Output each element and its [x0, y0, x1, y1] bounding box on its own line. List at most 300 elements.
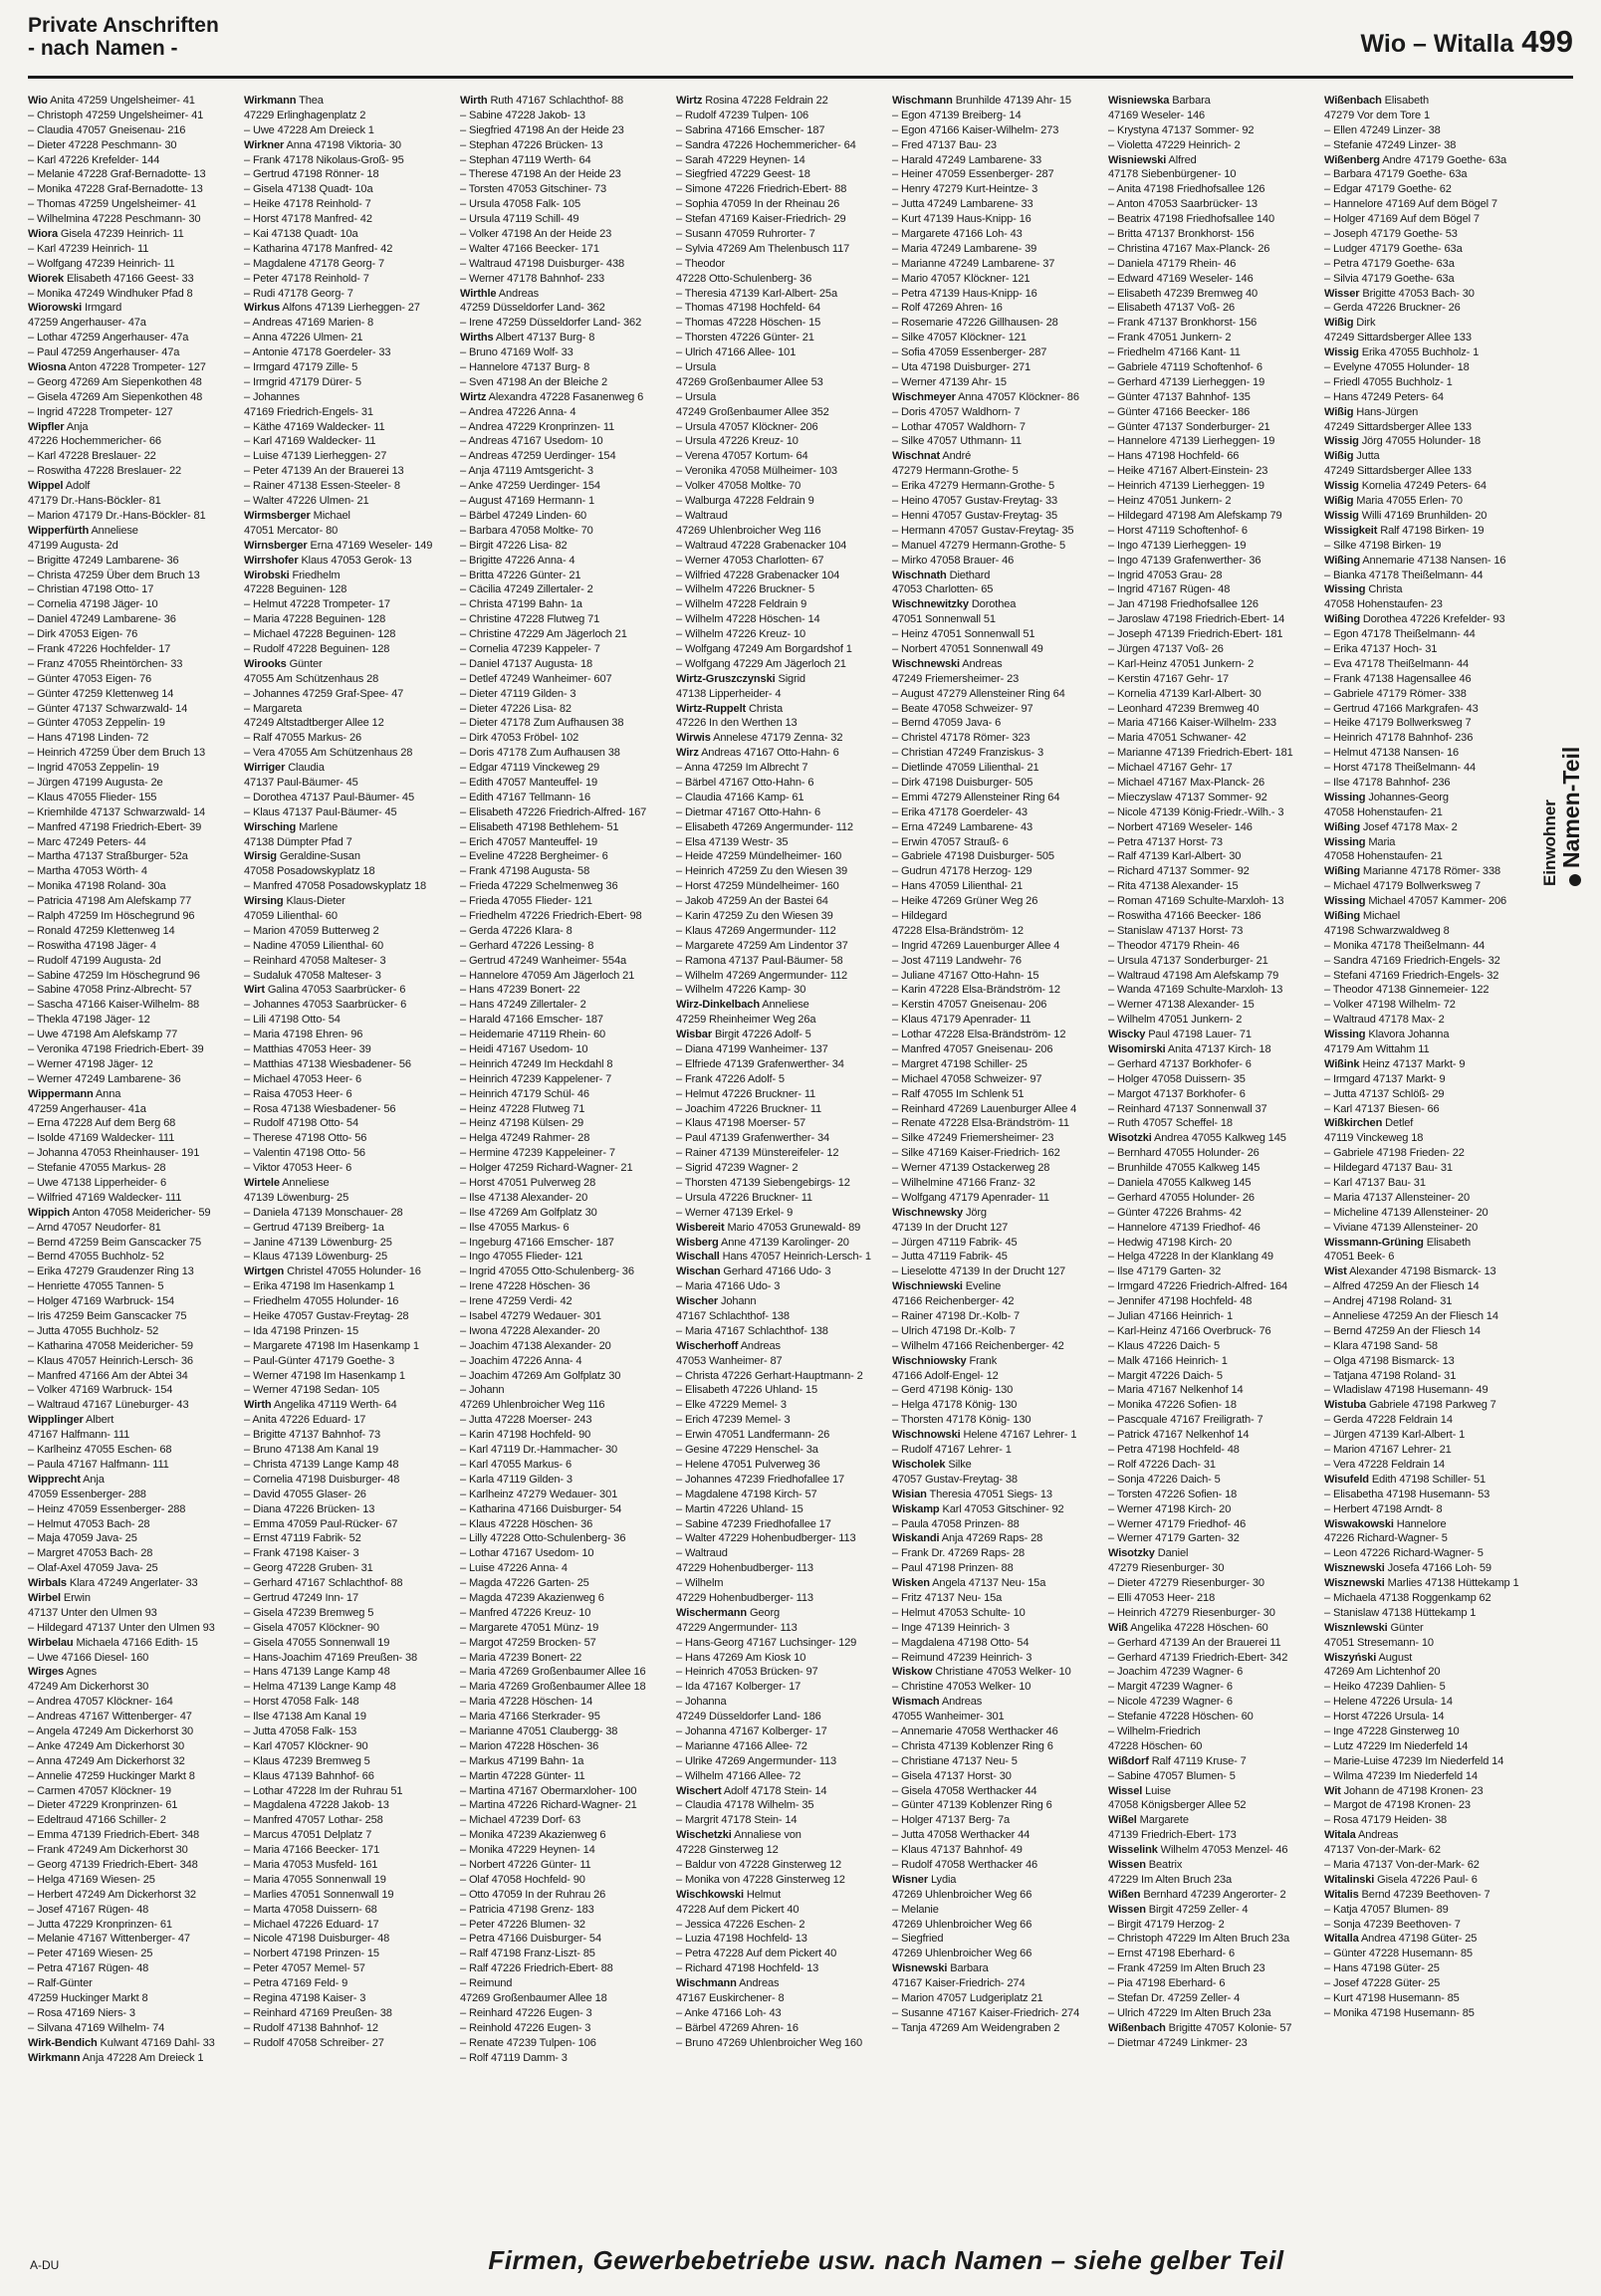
directory-entry: [892, 909, 1103, 924]
entry-details: – Paul 47198 Prinzen- 88: [892, 1562, 1014, 1575]
entry-details: – Margit 47226 Daich- 5: [1108, 1369, 1223, 1382]
directory-entry: [28, 939, 239, 954]
directory-entry: [892, 1191, 1103, 1206]
entry-details: – Silke 47057 Klöckner- 121: [892, 332, 1027, 344]
directory-entry: [892, 731, 1103, 746]
directory-entry: [244, 434, 455, 449]
directory-entry: [1324, 94, 1535, 109]
directory-entry: [28, 879, 239, 894]
entry-details: – Frank 47259 Im Alten Bruch 23: [1108, 1962, 1265, 1975]
entry-details: 47229 Erlinghagenplatz 2: [244, 109, 366, 121]
entry-details: – Hannelore 47059 Am Jägerloch 21: [460, 969, 635, 982]
directory-entry: [1108, 1116, 1319, 1131]
directory-entry: [676, 316, 887, 331]
entry-details: – Waltraud 47198 Duisburger- 438: [460, 257, 624, 270]
directory-entry: [1108, 2036, 1319, 2051]
entry-details: – Stefan 47169 Kaiser-Friedrich- 29: [676, 213, 846, 226]
directory-entry: [676, 1146, 887, 1161]
directory-entry: [1108, 642, 1319, 657]
entry-details: – Ralf 47226 Friedrich-Ebert- 88: [460, 1962, 613, 1975]
entry-details: 47229 Im Alten Bruch 23a: [1108, 1873, 1233, 1886]
directory-entry: [1108, 94, 1319, 109]
entry-surname: Wisberg: [676, 1236, 719, 1249]
entry-details: – Kerstin 47167 Gehr- 17: [1108, 672, 1229, 685]
directory-entry: [676, 1309, 887, 1324]
entry-details: – Sarah 47229 Heynen- 14: [676, 153, 805, 166]
directory-entry: [892, 494, 1103, 509]
entry-details: – Sonja 47239 Beethoven- 7: [1324, 1918, 1461, 1931]
directory-entry: [244, 1354, 455, 1369]
entry-details: – Gerda 47226 Klara- 8: [460, 924, 572, 937]
entry-surname: Wissigkeit: [1324, 524, 1378, 537]
directory-entry: [1108, 1488, 1319, 1502]
entry-details: Johann: [720, 1295, 757, 1308]
entry-details: Andrea 47055 Kalkweg 145: [1154, 1132, 1286, 1145]
directory-entry: [28, 1028, 239, 1042]
directory-entry: [892, 1576, 1103, 1591]
entry-details: – Käthe 47169 Waldecker- 11: [244, 420, 385, 433]
directory-entry: [1324, 1028, 1535, 1042]
entry-details: – Hans 47198 Linden- 72: [28, 732, 149, 745]
entry-details: – Elli 47053 Heer- 218: [1108, 1591, 1216, 1604]
directory-entry: [676, 1339, 887, 1354]
directory-entry: [676, 805, 887, 820]
directory-entry: [1324, 1918, 1535, 1933]
directory-entry: [892, 1443, 1103, 1458]
directory-entry: [892, 954, 1103, 969]
directory-entry: [1324, 1636, 1535, 1651]
entry-details: – Marion 47179 Dr.-Hans-Böckler- 81: [28, 509, 206, 522]
directory-entry: [676, 1176, 887, 1191]
entry-details: – Leonhard 47239 Bremweg 40: [1108, 702, 1259, 715]
directory-entry: [460, 1651, 671, 1666]
directory-entry: [28, 1324, 239, 1339]
directory-entry: [1324, 479, 1535, 494]
entry-details: 47055 Am Schützenhaus 28: [244, 672, 379, 685]
entry-surname: Wissig: [1324, 346, 1359, 359]
directory-entry: [460, 1028, 671, 1042]
directory-entry: [244, 375, 455, 390]
directory-entry: [676, 1324, 887, 1339]
entry-surname: Wißig: [1324, 317, 1354, 330]
entry-details: – Olga 47198 Bismarck- 13: [1324, 1354, 1455, 1367]
directory-entry: [892, 272, 1103, 287]
entry-details: – Edith 47167 Tellmann- 16: [460, 791, 590, 804]
directory-entry: [676, 1236, 887, 1251]
entry-details: – Tatjana 47198 Roland- 31: [1324, 1369, 1457, 1382]
directory-entry: [892, 257, 1103, 272]
directory-entry: [676, 1561, 887, 1576]
directory-entry: [244, 1236, 455, 1251]
directory-entry: [460, 954, 671, 969]
entry-details: – Sandra 47226 Hochemmericher- 64: [676, 138, 856, 151]
entry-details: 47249 Sittardsberger Allee 133: [1324, 465, 1472, 478]
entry-details: 47051 Sonnenwall 51: [892, 613, 996, 626]
entry-surname: Wirz: [676, 747, 699, 760]
directory-entry: [892, 1324, 1103, 1339]
directory-entry: [28, 539, 239, 554]
directory-entry: [460, 791, 671, 805]
directory-entry: [460, 539, 671, 554]
directory-entry: [460, 1146, 671, 1161]
directory-entry: [892, 1769, 1103, 1784]
directory-entry: [892, 1398, 1103, 1413]
entry-details: – Frank Dr. 47269 Raps- 28: [892, 1547, 1025, 1560]
directory-entry: [28, 1918, 239, 1933]
directory-entry: [676, 1443, 887, 1458]
directory-entry: [460, 1339, 671, 1354]
entry-details: – Susann 47059 Ruhrorter- 7: [676, 228, 815, 241]
entry-details: 47166 Adolf-Engel- 12: [892, 1369, 999, 1382]
entry-details: – Christine 47228 Flutweg 71: [460, 613, 600, 626]
entry-details: 47229 Angermunder- 113: [676, 1621, 798, 1634]
directory-entry: [244, 1576, 455, 1591]
entry-details: 47179 Am Wittahm 11: [1324, 1043, 1430, 1055]
entry-details: – Heinrich 47239 Kappelener- 7: [460, 1072, 612, 1085]
directory-entry: [460, 761, 671, 776]
entry-details: 47055 Wanheimer- 301: [892, 1711, 1005, 1723]
directory-entry: [892, 94, 1103, 109]
directory-entry: [1324, 1383, 1535, 1398]
entry-details: – Karl 47228 Breslauer- 22: [28, 450, 156, 463]
entry-details: – Irene 47259 Verdi- 42: [460, 1295, 572, 1308]
entry-details: – Helmut 47053 Schulte- 10: [892, 1606, 1026, 1619]
entry-surname: Wisian: [892, 1488, 927, 1500]
entry-surname: Wist: [1324, 1265, 1347, 1278]
directory-entry: [1108, 1458, 1319, 1473]
directory-entry: [676, 390, 887, 405]
entry-details: – Irmgard 47179 Zille- 5: [244, 361, 358, 374]
entry-details: – Luzia 47198 Hochfeld- 13: [676, 1933, 807, 1946]
entry-details: – Hildegard 47137 Unter den Ulmen 93: [28, 1621, 215, 1634]
entry-details: Anneliese: [91, 524, 138, 537]
directory-entry: [892, 835, 1103, 850]
directory-entry: [1108, 612, 1319, 627]
entry-details: – Dorothea 47137 Paul-Bäumer- 45: [244, 791, 414, 804]
entry-details: – Hannelore 47139 Lierheggen- 19: [1108, 435, 1275, 448]
directory-entry: [1108, 1591, 1319, 1606]
entry-details: – Annelie 47259 Huckinger Markt 8: [28, 1769, 195, 1782]
entry-details: Bernhard 47239 Angerorter- 2: [1143, 1888, 1286, 1901]
directory-entry: [460, 569, 671, 583]
directory-entry: [1108, 524, 1319, 539]
entry-details: – Heike 47269 Grüner Weg 26: [892, 895, 1038, 908]
directory-entry: [460, 301, 671, 316]
directory-entry: [460, 702, 671, 717]
entry-details: – Anke 47249 Am Dickerhorst 30: [28, 1739, 185, 1752]
entry-details: – Karl 47169 Waldecker- 11: [244, 435, 376, 448]
entry-details: – Helga 47169 Wiesen- 25: [28, 1873, 155, 1886]
directory-entry: [28, 1961, 239, 1976]
directory-entry: [1108, 835, 1319, 850]
directory-entry: [28, 1858, 239, 1873]
entry-details: – Stefanie 47228 Höschen- 60: [1108, 1711, 1254, 1723]
entry-details: – Anita 47226 Eduard- 17: [244, 1414, 366, 1427]
directory-entry: [28, 1769, 239, 1784]
directory-entry: [28, 612, 239, 627]
entry-details: Kulwant 47169 Dahl- 33: [100, 2036, 215, 2049]
entry-details: – Paul 47139 Grafenwerther- 34: [676, 1132, 829, 1145]
entry-details: 47259 Huckinger Markt 8: [28, 1992, 148, 2004]
entry-details: – Pia 47198 Eberhard- 6: [1108, 1977, 1226, 1990]
entry-details: – Ulrich 47229 Im Alten Bruch 23a: [1108, 2006, 1271, 2019]
entry-details: – Stanislaw 47137 Horst- 73: [1108, 924, 1244, 937]
entry-details: 47259 Angerhauser- 47a: [28, 317, 146, 330]
directory-entry: [28, 494, 239, 509]
entry-details: – Jutta 47058 Werthacker 44: [892, 1829, 1030, 1842]
entry-details: – Eveline 47228 Bergheimer- 6: [460, 850, 608, 863]
entry-details: – Rudolf 47058 Schreiber- 27: [244, 2036, 384, 2049]
entry-details: – Dieter 47226 Lisa- 82: [460, 702, 572, 715]
entry-details: – Rolf 47226 Dach- 31: [1108, 1458, 1216, 1471]
directory-entry: [244, 612, 455, 627]
entry-surname: Wippermann: [28, 1087, 94, 1100]
directory-entry: [244, 702, 455, 717]
directory-entry: [676, 2021, 887, 2036]
entry-details: – Waltraud: [676, 1547, 728, 1560]
entry-details: – Frank 47226 Hochfelder- 17: [28, 642, 171, 655]
entry-details: – Dietlinde 47059 Lilienthal- 21: [892, 762, 1039, 775]
directory-entry: [1108, 1057, 1319, 1072]
entry-details: – Siegfried 47229 Geest- 18: [676, 168, 810, 181]
entry-details: – Frieda 47229 Schelmenweg 36: [460, 880, 618, 893]
directory-entry: [892, 1903, 1103, 1918]
directory-entry: [892, 153, 1103, 168]
entry-details: Birgit 47226 Adolf- 5: [714, 1029, 811, 1041]
entry-surname: Wischert: [676, 1784, 722, 1797]
entry-details: Erwin: [63, 1591, 91, 1604]
directory-entry: [676, 894, 887, 909]
directory-entry: [892, 554, 1103, 569]
directory-entry: [1108, 1961, 1319, 1976]
entry-details: – Michael 47228 Beguinen- 128: [244, 628, 396, 641]
directory-entry: [460, 2036, 671, 2051]
entry-details: – Helmut 47138 Nansen- 16: [1324, 747, 1460, 760]
entry-details: – Josef 47167 Rügen- 48: [28, 1903, 149, 1916]
entry-details: Hans 47057 Heinrich-Lersch- 1: [722, 1251, 871, 1263]
entry-details: – Stefanie 47055 Markus- 28: [28, 1162, 166, 1175]
entry-details: Andreas: [962, 657, 1003, 670]
entry-details: Irmgard: [84, 302, 122, 315]
directory-entry: [1108, 1724, 1319, 1739]
entry-details: – Horst 47058 Falk- 148: [244, 1696, 359, 1709]
directory-entry: [1324, 597, 1535, 612]
directory-entry: [460, 1813, 671, 1828]
entry-details: – Gisela 47137 Horst- 30: [892, 1769, 1012, 1782]
directory-entry: [244, 924, 455, 939]
section-title-line1: Private Anschriften: [28, 14, 219, 37]
entry-surname: Wischmann: [892, 95, 953, 107]
directory-entry: [1108, 1146, 1319, 1161]
entry-details: – David 47055 Glaser- 26: [244, 1488, 366, 1500]
entry-details: 47249 Düsseldorfer Land- 186: [676, 1711, 821, 1723]
directory-entry: [28, 1695, 239, 1710]
entry-details: – Waltraud 47198 Am Alefskamp 79: [1108, 969, 1279, 982]
directory-entry: [460, 1369, 671, 1384]
entry-details: – Ida 47198 Prinzen- 15: [244, 1324, 358, 1337]
entry-details: 47138 Lipperheider- 4: [676, 687, 782, 700]
entry-details: – Nadine 47059 Lilienthal- 60: [244, 939, 383, 952]
entry-details: – Martina 47226 Richard-Wagner- 21: [460, 1799, 637, 1812]
entry-details: – Reinhard 47137 Sonnenwall 37: [1108, 1102, 1267, 1115]
entry-details: – Norbert 47051 Sonnenwall 49: [892, 642, 1043, 655]
directory-entry: [244, 1739, 455, 1754]
directory-entry: [244, 687, 455, 702]
directory-entry: [1108, 805, 1319, 820]
entry-details: – Rainer 47198 Dr.-Kolb- 7: [892, 1310, 1021, 1323]
entry-details: – Gisela 47058 Werthacker 44: [892, 1784, 1037, 1797]
entry-details: – Karin 47198 Hochfeld- 90: [460, 1429, 591, 1442]
directory-entry: [1108, 657, 1319, 672]
entry-details: – Christa 47199 Bahn- 1a: [460, 598, 582, 611]
entry-details: 47269 Uhlenbroicher Weg 66: [892, 1918, 1032, 1931]
directory-entry: [28, 1888, 239, 1903]
entry-details: Andreas: [739, 1977, 780, 1990]
entry-details: – Jakob 47259 An der Bastei 64: [676, 895, 828, 908]
directory-entry: [1324, 864, 1535, 879]
entry-details: – Ursula 47137 Sonderburger- 21: [1108, 954, 1268, 967]
entry-details: 47058 Königsberger Allee 52: [1108, 1799, 1247, 1812]
directory-entry: [892, 167, 1103, 182]
directory-entry: [28, 1443, 239, 1458]
entry-details: – Helmut 47228 Trompeter- 17: [244, 598, 390, 611]
directory-entry: [676, 227, 887, 242]
directory-entry: [28, 301, 239, 316]
directory-entry: [892, 1665, 1103, 1680]
directory-entry: [460, 1279, 671, 1294]
entry-details: – Joachim 47226 Anna- 4: [460, 1354, 582, 1367]
entry-details: – Otto 47059 In der Ruhrau 26: [460, 1888, 606, 1901]
entry-details: 47228 Otto-Schulenberg- 36: [676, 272, 812, 285]
entry-details: – Julian 47166 Heinrich- 1: [1108, 1310, 1233, 1323]
directory-entry: [28, 167, 239, 182]
entry-surname: Wiskandi: [892, 1532, 940, 1545]
directory-entry: [460, 1724, 671, 1739]
entry-details: – Heinz 47051 Sonnenwall 51: [892, 628, 1035, 641]
directory-entry: [244, 835, 455, 850]
entry-details: – Reinhard 47269 Lauenburger Allee 4: [892, 1102, 1077, 1115]
entry-details: – Werner 47138 Alexander- 15: [1108, 999, 1255, 1012]
entry-details: – Wilhelm 47228 Feldrain 9: [676, 598, 807, 611]
entry-surname: Wirtz-Ruppelt: [676, 702, 747, 715]
directory-entry: [676, 272, 887, 287]
entry-details: – Werner 47249 Lambarene- 36: [28, 1072, 181, 1085]
directory-entry: [460, 998, 671, 1013]
entry-details: Christa: [1368, 583, 1403, 596]
directory-entry: [1108, 1279, 1319, 1294]
entry-details: – Paul-Günter 47179 Goethe- 3: [244, 1354, 395, 1367]
entry-details: Anne 47139 Karolinger- 20: [720, 1236, 849, 1249]
entry-details: – Maria 47198 Ehren- 96: [244, 1029, 363, 1041]
entry-surname: Wirrshofer: [244, 554, 299, 567]
directory-entry: [676, 1680, 887, 1695]
entry-details: – Dieter 47229 Kronprinzen- 61: [28, 1799, 178, 1812]
directory-entry: [1324, 554, 1535, 569]
entry-details: Gisela 47239 Heinrich- 11: [60, 228, 184, 241]
entry-details: – Sabine 47228 Jakob- 13: [460, 109, 585, 121]
directory-entry: [28, 390, 239, 405]
entry-details: – Claudia 47057 Gneisenau- 216: [28, 123, 186, 136]
entry-details: Heinz 47137 Markt- 9: [1362, 1057, 1466, 1070]
directory-entry: [1108, 1443, 1319, 1458]
directory-entry: [1108, 1695, 1319, 1710]
entry-surname: Wischnowski: [892, 1429, 961, 1442]
directory-entry: [1324, 331, 1535, 345]
entry-details: – Erich 47057 Manteuffel- 19: [460, 835, 598, 848]
entry-details: – Helma 47139 Lange Kamp 48: [244, 1681, 396, 1694]
directory-entry: [244, 1636, 455, 1651]
directory-entry: [1108, 375, 1319, 390]
entry-details: – Petra 47169 Feld- 9: [244, 1977, 348, 1990]
entry-details: – Ursula 47119 Schill- 49: [460, 213, 579, 226]
entry-details: – Inge 47139 Heinrich- 3: [892, 1621, 1010, 1634]
directory-entry: [676, 627, 887, 642]
directory-entry: [460, 1413, 671, 1428]
directory-entry: [28, 1976, 239, 1991]
directory-entry: [1108, 894, 1319, 909]
directory-entry: [892, 2021, 1103, 2036]
entry-details: – Rudi 47178 Georg- 7: [244, 287, 353, 300]
directory-entry: [1108, 1651, 1319, 1666]
entry-surname: Wiswakowski: [1324, 1517, 1394, 1530]
entry-details: – Klaus 47179 Apenrader- 11: [892, 1014, 1031, 1027]
directory-entry: [28, 1932, 239, 1947]
entry-surname: Wit: [1324, 1784, 1341, 1797]
directory-entry: [1108, 539, 1319, 554]
directory-entry: [1324, 109, 1535, 123]
directory-entry: [892, 569, 1103, 583]
entry-details: – Claudia 47166 Kamp- 61: [676, 791, 804, 804]
directory-entry: [460, 1665, 671, 1680]
entry-details: – Heinz 47051 Junkern- 2: [1108, 495, 1232, 508]
entry-details: – Werner 47198 Im Hasenkamp 1: [244, 1369, 405, 1382]
directory-entry: [244, 1176, 455, 1191]
entry-details: 47059 Essenberger- 288: [28, 1488, 146, 1500]
directory-entry: [892, 746, 1103, 761]
directory-entry: [1108, 1932, 1319, 1947]
directory-entry: [28, 1798, 239, 1813]
directory-entry: [460, 1383, 671, 1398]
directory-entry: [1324, 1621, 1535, 1636]
entry-details: – Maria 47137 Von-der-Mark- 62: [1324, 1858, 1480, 1871]
entry-details: – Henni 47057 Gustav-Freytag- 35: [892, 509, 1058, 522]
entry-surname: Wiß: [1108, 1621, 1128, 1634]
entry-details: – Jennifer 47198 Hochfeld- 48: [1108, 1295, 1253, 1308]
entry-details: – Uwe 47198 Am Alefskamp 77: [28, 1029, 178, 1041]
directory-entry: [460, 642, 671, 657]
entry-details: – Matthias 47138 Wiesbadener- 56: [244, 1057, 411, 1070]
entry-details: – Maria 47167 Schlachthof- 138: [676, 1324, 828, 1337]
entry-details: – Olaf 47058 Hochfeld- 90: [460, 1873, 585, 1886]
directory-entry: [28, 1221, 239, 1236]
entry-details: Christel 47055 Holunder- 16: [287, 1265, 421, 1278]
entry-details: – Margot 47137 Borkhofer- 6: [1108, 1087, 1246, 1100]
directory-entry: [244, 1383, 455, 1398]
directory-entry: [892, 1279, 1103, 1294]
directory-entry: [1324, 924, 1535, 939]
entry-details: – Veronika 47198 Friedrich-Ebert- 39: [28, 1043, 204, 1055]
entry-details: – Petra 47139 Haus-Knipp- 16: [892, 287, 1037, 300]
entry-surname: Wissig: [1324, 435, 1359, 448]
entry-surname: Witala: [1324, 1829, 1356, 1842]
entry-details: – Birgit 47179 Herzog- 2: [1108, 1918, 1225, 1931]
entry-details: – Emma 47059 Paul-Rücker- 67: [244, 1517, 398, 1530]
entry-details: – Michael 47239 Dorf- 63: [460, 1814, 580, 1827]
entry-surname: Wirsig: [244, 850, 277, 863]
entry-details: – Ursula 47226 Kreuz- 10: [676, 435, 799, 448]
entry-details: – Joachim 47138 Alexander- 20: [460, 1339, 611, 1352]
entry-details: – Jutta 47249 Lambarene- 33: [892, 198, 1033, 211]
